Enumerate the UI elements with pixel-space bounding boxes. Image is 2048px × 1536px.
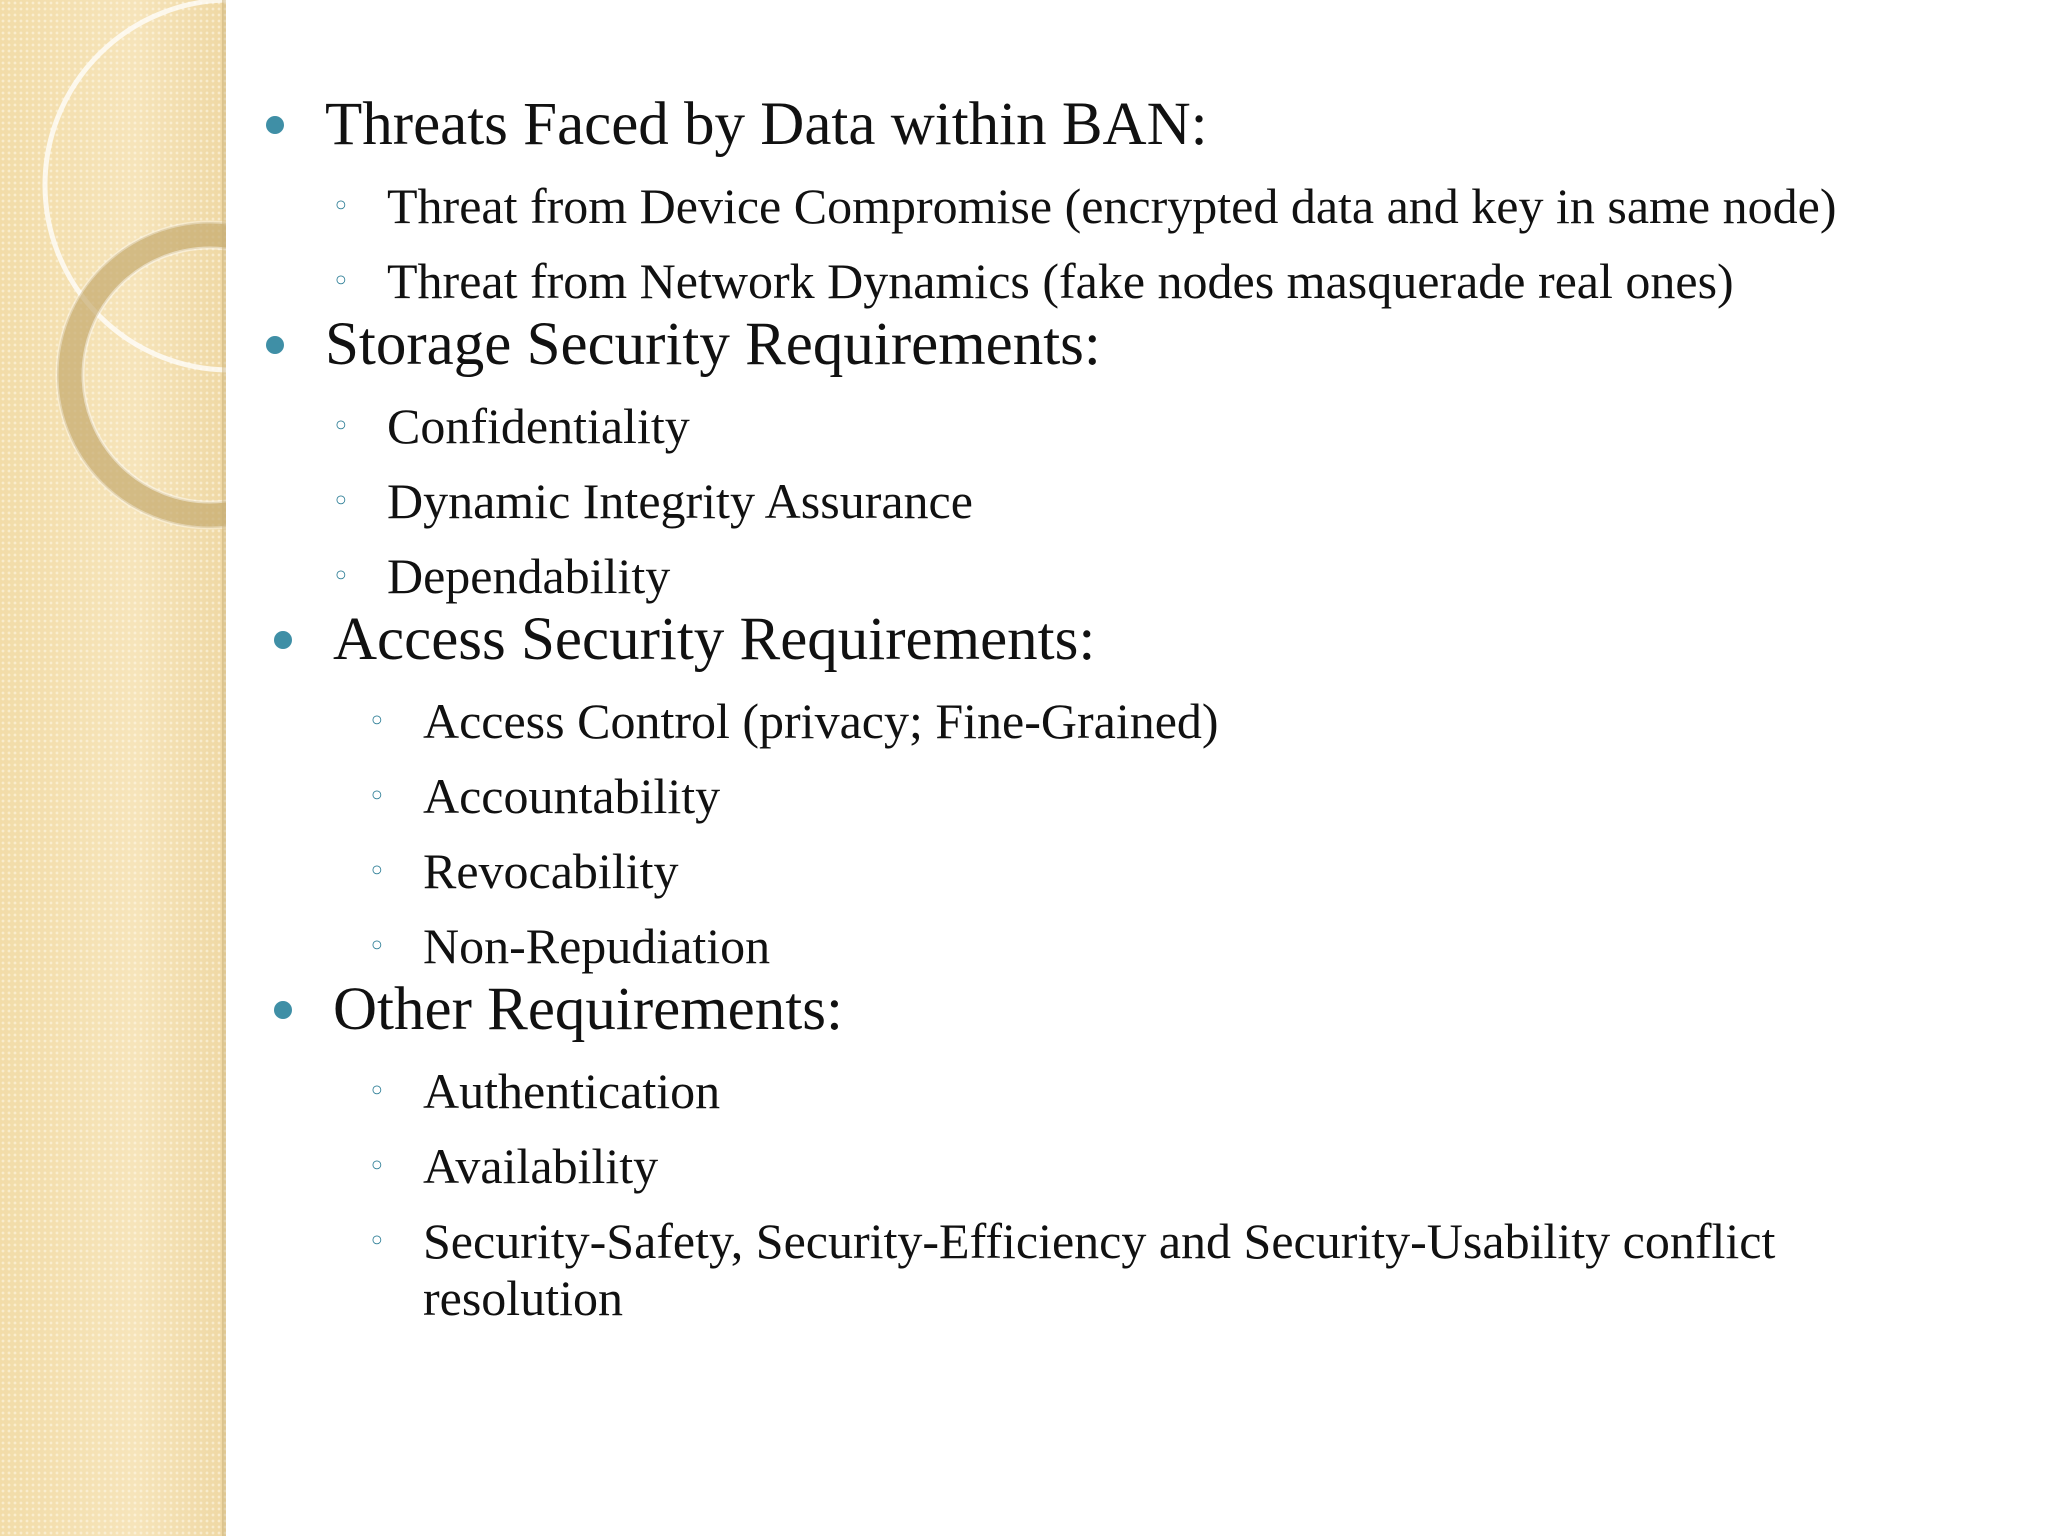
section-threats <box>250 90 1910 310</box>
decorative-side-panel <box>0 0 226 1536</box>
sub-bullet-text: Authentication <box>423 1063 721 1119</box>
panel-edge-shadow <box>222 0 226 1536</box>
sub-bullet-text: Revocability <box>423 843 679 899</box>
section-storage-security <box>250 310 1910 605</box>
ring-bullet-icon: ◦ <box>368 929 386 964</box>
ring-bullet-icon: ◦ <box>368 779 386 814</box>
sub-bullet-text: Threat from Device Compromise (encrypted data and key in same node) <box>387 178 1837 234</box>
sub-bullet-text: Availability <box>423 1138 659 1194</box>
sub-bullet <box>250 548 1910 605</box>
sub-bullet <box>250 1063 1910 1120</box>
bullet-dot-icon <box>266 116 284 134</box>
sub-bullet <box>250 473 1910 530</box>
slide-body <box>250 90 1910 1327</box>
section-access-security <box>250 605 1910 975</box>
ring-bullet-icon: ◦ <box>332 559 350 594</box>
sub-bullet <box>250 693 1910 750</box>
sub-bullet <box>250 918 1910 975</box>
sub-bullet-text: Accountability <box>423 768 721 824</box>
bullet-heading <box>250 975 1910 1045</box>
section-other-requirements <box>250 975 1910 1327</box>
sub-bullet-text: Security-Safety, Security-Efficiency and Security-Usability conflict resolution <box>423 1213 1776 1326</box>
bullet-dot-icon <box>274 1001 292 1019</box>
bullet-heading <box>250 90 1910 160</box>
sub-bullet <box>250 843 1910 900</box>
sub-bullet-text: Confidentiality <box>387 398 690 454</box>
sub-bullet-text: Threat from Network Dynamics (fake nodes masquerade real ones) <box>387 253 1734 309</box>
ring-bullet-icon: ◦ <box>368 1149 386 1184</box>
ring-bullet-icon: ◦ <box>368 1074 386 1109</box>
sub-bullet-text: Non-Repudiation <box>423 918 771 974</box>
heading-text: Storage Security Requirements: <box>325 311 1101 378</box>
sub-bullet <box>250 178 1910 235</box>
ring-bullet-icon: ◦ <box>332 189 350 224</box>
ring-bullet-icon: ◦ <box>332 484 350 519</box>
decorative-rings <box>0 0 226 1536</box>
heading-text: Other Requirements: <box>333 976 843 1043</box>
bullet-dot-icon <box>266 336 284 354</box>
sub-bullet-text: Dependability <box>387 548 671 604</box>
sub-bullet-text: Dynamic Integrity Assurance <box>387 473 973 529</box>
heading-text: Access Security Requirements: <box>333 606 1096 673</box>
sub-bullet-text: Access Control (privacy; Fine-Grained) <box>423 693 1219 749</box>
sub-bullet <box>250 1213 1910 1327</box>
ring-bullet-icon: ◦ <box>368 704 386 739</box>
sub-bullet <box>250 398 1910 455</box>
bullet-dot-icon <box>274 631 292 649</box>
sub-bullet <box>250 768 1910 825</box>
ring-bullet-icon: ◦ <box>332 409 350 444</box>
bullet-heading <box>250 310 1910 380</box>
bullet-heading <box>250 605 1910 675</box>
sub-bullet <box>250 253 1910 310</box>
ring-bullet-icon: ◦ <box>368 1224 386 1259</box>
ring-bullet-icon: ◦ <box>332 264 350 299</box>
ring-bullet-icon: ◦ <box>368 854 386 889</box>
heading-text: Threats Faced by Data within BAN: <box>325 91 1208 158</box>
sub-bullet <box>250 1138 1910 1195</box>
